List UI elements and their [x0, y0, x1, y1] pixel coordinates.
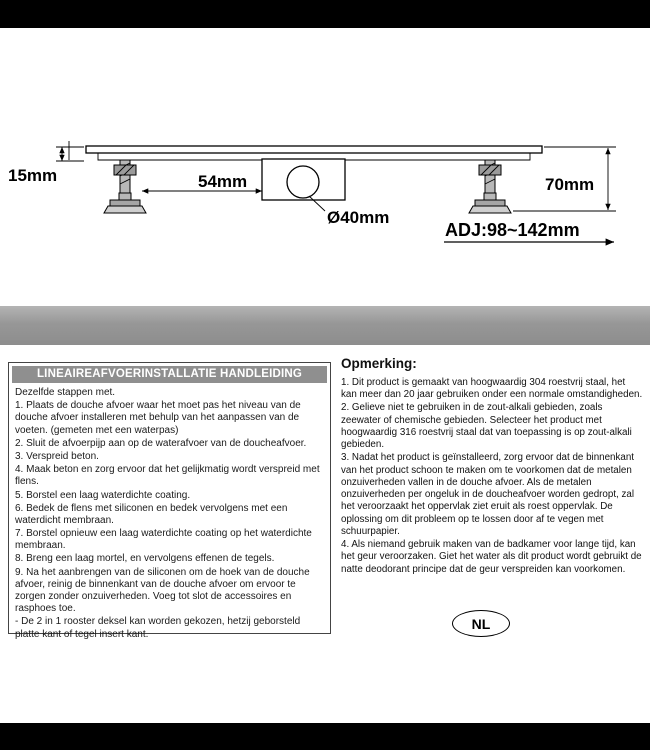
manual-step-6: 6. Bedek de flens met siliconen en bedek vervolgens met een waterdicht membraan.: [15, 502, 288, 526]
remark-2: 2. Gelieve niet te gebruiken in de zout-alkali gebieden, zoals zeewater of chemische gebieden. Selecteer het product met hoogwaardig 316 roestvrij staal dat van toepassing is op zout-alkali gebieden.: [341, 402, 632, 451]
manual-step-7: 7. Borstel opnieuw een laag waterdichte coating op het waterdichte membraan.: [15, 528, 312, 552]
dim-label-70mm: 70mm: [545, 175, 595, 194]
manual-step-5: 5. Borstel een laag waterdichte coating.: [15, 489, 191, 501]
manual-step-2: 2. Sluit de afvoerpijp aan op de waterafvoer van de doucheafvoer.: [15, 437, 307, 449]
language-badge-label: NL: [471, 615, 491, 632]
dimension-54mm: [142, 172, 262, 191]
dimension-70mm: [513, 147, 616, 211]
manual-step-4: 4. Maak beton en zorg ervoor dat het gelijkmatig wordt verspreid met flens.: [15, 464, 320, 488]
remark-4: 4. Als niemand gebruik maken van de badkamer voor lange tijd, kan het geur veroorzaken. Giet het water als dit product wordt gebruikt de natte deodorant principe dat de geur verspreiden kan voorkomen.: [341, 539, 642, 575]
dim-label-adj: ADJ:98~142mm: [445, 220, 580, 240]
dim-label-54mm: 54mm: [198, 172, 248, 191]
manual-step-8: 8. Breng een laag mortel, en vervolgens effenen de tegels.: [15, 553, 275, 565]
manual-title: LINEAIREAFVOERINSTALLATIE HANDLEIDING: [12, 366, 327, 383]
gray-divider-band: [0, 306, 650, 345]
installation-manual-panel: [8, 362, 331, 640]
manual-intro: Dezelfde stappen met.: [15, 387, 116, 398]
remarks-title: Opmerking:: [341, 356, 417, 371]
left-adjustable-foot: [104, 160, 146, 213]
drain-channel: [69, 141, 542, 160]
manual-note: - De 2 in 1 rooster deksel kan worden gekozen, hetzij geborsteld platte kant of tegel insert kant.: [15, 616, 301, 640]
manual-step-3: 3. Verspreid beton.: [15, 450, 99, 462]
drain-technical-drawing: [0, 0, 650, 305]
language-badge: [452, 610, 510, 637]
right-adjustable-foot: [469, 160, 511, 213]
bottom-black-bar: [0, 723, 650, 750]
remark-3: 3. Nadat het product is geïnstalleerd, zorg ervoor dat de binnenkant van het product schoon te maken om te voorkomen dat de metalen onzuiverheden vallen in de douche afvoer. Als de metalen onzuiverheden per ongeluk in de doucheafvoer worden gedropt, zal het veroorzaakt het oppervlak ziet eruit als roest oppervlak. De oplossing om dit probleem op te lossen door af te vegen met schuurpapier.: [341, 452, 635, 537]
manual-steps-list: [12, 383, 327, 641]
outlet-circle: [287, 166, 319, 198]
dimension-adjustable-range: [444, 220, 614, 242]
manual-step-9: 9. Na het aanbrengen van de siliconen om de hoek van de douche afvoer, reinig de binnenkant van de douche afvoer om ervoor te zorgen zonder onzuiverheden. Voeg tot slot de accessoires en rasphoes toe.: [15, 566, 310, 615]
remark-1: 1. Dit product is gemaakt van hoogwaardig 304 roestvrij staal, het kan meer dan 20 jaar gebruiken onder een normale omstandigheden.: [341, 377, 643, 401]
dim-label-15mm: 15mm: [8, 166, 58, 185]
remarks-panel: [341, 356, 643, 577]
drain-outlet-trap: [262, 159, 345, 211]
dim-label-outlet-diameter: Ø40mm: [327, 208, 390, 227]
manual-step-1: 1. Plaats de douche afvoer waar het moet pas het niveau van de douche afvoer installeren met behulp van het aanpassen van de voeten. (gemeten met een waterpas): [15, 400, 301, 436]
dimension-15mm: [8, 147, 84, 185]
